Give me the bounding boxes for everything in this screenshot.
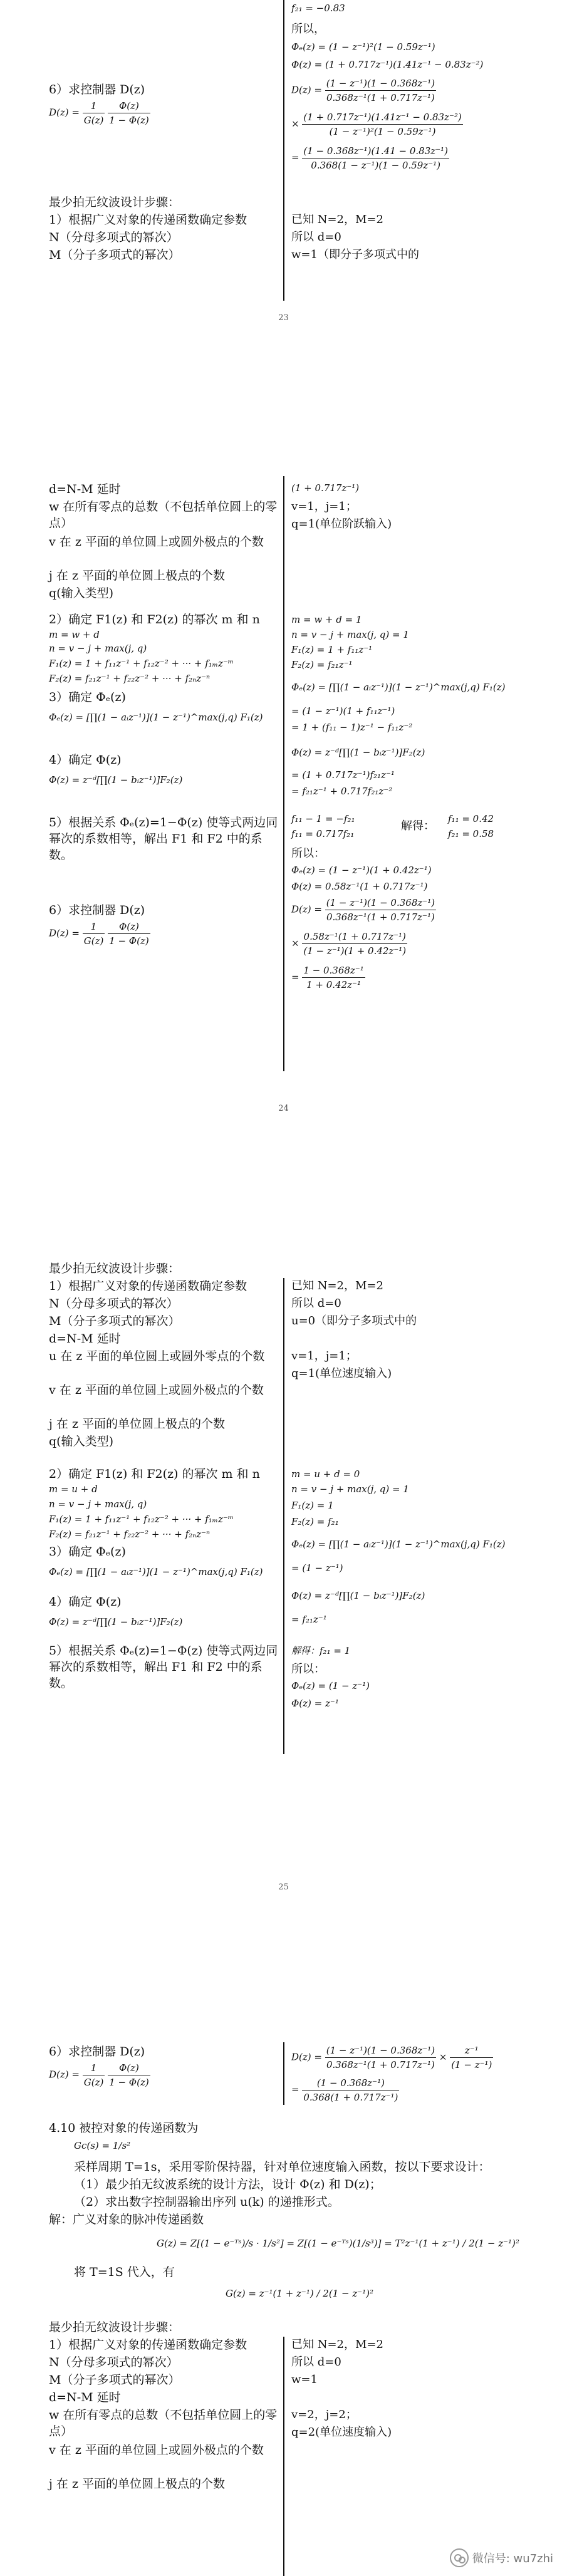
param-q-type: q(输入类型) bbox=[49, 586, 113, 600]
step5-eq-a: f₁₁ − 1 = −f₂₁ bbox=[291, 813, 355, 824]
step2-f1: F₁(z) = 1 + f₁₁z⁻¹ + f₁₂z⁻² + ··· + f₁ₘz⁻ᵐ bbox=[49, 1514, 234, 1525]
step4-title: 4）确定 Φ(z) bbox=[49, 1595, 122, 1609]
param-j: j 在 z 平面的单位圆上极点的个数 bbox=[49, 2477, 226, 2491]
step2-eq-n: n = v − j + max(j, q) bbox=[49, 643, 147, 654]
column-divider bbox=[283, 2337, 284, 2576]
step2-f2: F₂(z) = f₂₁z⁻¹ + f₂₂z⁻² + ··· + f₂ₙz⁻ⁿ bbox=[49, 673, 211, 684]
controller-eq-1: D(z) = $\frac{\text{(1 − z⁻¹)(1 − 0.368z⁻¹)}}{\text{0.368z⁻¹(1 + 0.717z⁻¹)}}$ bbox=[291, 78, 435, 103]
step4-eq: Φ(z) = z⁻ᵈ[∏(1 − bᵢz⁻¹)]F₂(z) bbox=[49, 774, 183, 786]
param-j: j 在 z 平面的单位圆上极点的个数 bbox=[49, 569, 226, 583]
param-d-result: 所以 d=0 bbox=[291, 231, 341, 244]
param-vj: v=1，j=1； bbox=[291, 1349, 357, 1363]
steps-title: 最少拍无纹波设计步骤： bbox=[49, 195, 180, 209]
param-w-result: w=1（即分子多项式中的 bbox=[291, 248, 419, 261]
param-j: j 在 z 平面的单位圆上极点的个数 bbox=[49, 1417, 226, 1431]
step6-eq-1: D(z) = $\frac{\text{(1 − z⁻¹)(1 − 0.368z⁻¹)}}{\text{0.368z⁻¹(1 + 0.717z⁻¹)}}$ × $\frac{\text{z⁻¹}}{\text{(1 − z⁻¹)}}$ bbox=[291, 2045, 492, 2070]
step5-phi: Φ(z) = z⁻¹ bbox=[291, 1698, 339, 1709]
step6-eq-3: = $\frac{\text{1 − 0.368z⁻¹}}{\text{1 + 0.42z⁻¹}}$ bbox=[291, 965, 364, 990]
column-divider bbox=[283, 476, 284, 1071]
step5-suoyi: 所以： bbox=[291, 1663, 325, 1676]
controller-eq-2: × $\frac{\text{(1 + 0.717z⁻¹)(1.41z⁻¹ − 0.83z⁻²)}}{\text{(1 − z⁻¹)²(1 − 0.59z⁻¹)}}$ bbox=[291, 112, 462, 137]
plant-pulse-transfer: G(z) = Z[(1 − e⁻ᵀˢ)/s · 1/s²] = Z[(1 − e⁻ᵀˢ)(1/s³)] = T²z⁻¹(1 + z⁻¹) / 2(1 − z⁻¹)² bbox=[157, 2238, 519, 2249]
step4-title: 4）确定 Φ(z) bbox=[49, 753, 122, 767]
step3-r3: = 1 + (f₁₁ − 1)z⁻¹ − f₁₁z⁻² bbox=[291, 722, 413, 733]
step3-title: 3）确定 Φₑ(z) bbox=[49, 690, 126, 704]
wechat-icon bbox=[450, 2548, 469, 2567]
step5-solved-label: 解得： bbox=[401, 819, 435, 833]
plant-pulse-transfer-t1: G(z) = z⁻¹(1 + z⁻¹) / 2(1 − z⁻¹)² bbox=[226, 2288, 374, 2299]
step6-title: 6）求控制器 D(z) bbox=[49, 2045, 145, 2059]
step5-eq-b: f₁₁ = 0.717f₂₁ bbox=[291, 828, 355, 839]
param-q: q=1(单位速度输入) bbox=[291, 1367, 392, 1380]
step4-r3: = f₂₁z⁻¹ + 0.717f₂₁z⁻² bbox=[291, 786, 393, 797]
steps-title: 最少拍无纹波设计步骤： bbox=[49, 1262, 180, 1275]
step2-m-result: m = w + d = 1 bbox=[291, 614, 362, 625]
step3-eq: Φₑ(z) = [∏(1 − aᵢz⁻¹)](1 − z⁻¹)^max(j,q) F₁(z) bbox=[49, 712, 263, 723]
controller-definition: D(z) = $\frac{1}{G(z)}$ $\frac{\Phi(z)}{1 - \Phi(z)}$ bbox=[49, 2062, 149, 2088]
step2-title: 2）确定 F1(z) 和 F2(z) 的幂次 m 和 n bbox=[49, 613, 260, 626]
step5-phi: Φ(z) = 0.58z⁻¹(1 + 0.717z⁻¹) bbox=[291, 881, 428, 892]
step4-r2: = f₂₁z⁻¹ bbox=[291, 1614, 327, 1625]
param-w: w 在所有零点的总数（不包括单位圆上的零点） bbox=[49, 2408, 278, 2438]
problem-desc-3: （2）求出数字控制器输出序列 u(k) 的递推形式。 bbox=[74, 2195, 340, 2209]
param-vj: v=1，j=1； bbox=[291, 500, 357, 513]
param-v: v 在 z 平面的单位圆上或圆外极点的个数 bbox=[49, 1383, 264, 1397]
eq-phi: Φ(z) = (1 + 0.717z⁻¹)(1.41z⁻¹ − 0.83z⁻²) bbox=[291, 59, 484, 70]
eq-zero-factor: (1 + 0.717z⁻¹) bbox=[291, 482, 360, 494]
eq-phi-e: Φₑ(z) = (1 − z⁻¹)²(1 − 0.59z⁻¹) bbox=[291, 41, 435, 53]
param-d: d=N-M 延时 bbox=[49, 2391, 121, 2404]
param-m: M（分子多项式的幂次） bbox=[49, 1314, 180, 1328]
step5-f11: f₁₁ = 0.42 bbox=[448, 813, 494, 824]
step1-left: 1）根据广义对象的传递函数确定参数 bbox=[49, 1279, 247, 1293]
step2-title: 2）确定 F1(z) 和 F2(z) 的幂次 m 和 n bbox=[49, 1467, 260, 1481]
param-m: M（分子多项式的幂次） bbox=[49, 2373, 180, 2387]
step2-eq-n: n = v − j + max(j, q) bbox=[49, 1498, 147, 1510]
step4-eq: Φ(z) = z⁻ᵈ[∏(1 − bᵢz⁻¹)]F₂(z) bbox=[49, 1616, 183, 1628]
step5-suoyi: 所以： bbox=[291, 847, 325, 860]
param-q: q=2(单位速度输入) bbox=[291, 2426, 392, 2439]
param-w: w 在所有零点的总数（不包括单位圆上的零点） bbox=[49, 500, 278, 530]
param-u: u 在 z 平面的单位圆上或圆外零点的个数 bbox=[49, 1349, 265, 1363]
param-n: N（分母多项式的幂次） bbox=[49, 231, 179, 244]
page-number: 23 bbox=[278, 313, 289, 323]
step1-left: 1）根据广义对象的传递函数确定参数 bbox=[49, 213, 247, 227]
step6-eq-1: D(z) = $\frac{\text{(1 − z⁻¹)(1 − 0.368z⁻¹)}}{\text{0.368z⁻¹(1 + 0.717z⁻¹)}}$ bbox=[291, 897, 435, 923]
problem-desc-1: 采样周期 T=1s，采用零阶保持器，针对单位速度输入函数，按以下要求设计： bbox=[74, 2160, 491, 2174]
step2-f2: F₂(z) = f₂₁z⁻¹ + f₂₂z⁻² + ··· + f₂ₙz⁻ⁿ bbox=[49, 1529, 211, 1540]
step3-r2: = (1 − z⁻¹) bbox=[291, 1562, 343, 1574]
step6-eq-2: = $\frac{\text{(1 − 0.368z⁻¹)}}{\text{0.368(1 + 0.717z⁻¹)}}$ bbox=[291, 2077, 398, 2103]
param-vj: v=2，j=2； bbox=[291, 2408, 357, 2421]
step4-r2: = (1 + 0.717z⁻¹)f₂₁z⁻¹ bbox=[291, 769, 395, 781]
step4-r1: Φ(z) = z⁻ᵈ[∏(1 − bᵢz⁻¹)]F₂(z) bbox=[291, 747, 425, 758]
substitute-t: 将 T=1S 代入，有 bbox=[74, 2265, 175, 2279]
step2-f2-result: F₂(z) = f₂₁ bbox=[291, 1516, 339, 1527]
page-number: 25 bbox=[278, 1883, 289, 1892]
param-v: v 在 z 平面的单位圆上或圆外极点的个数 bbox=[49, 2443, 264, 2457]
step1-right: 已知 N=2，M=2 bbox=[291, 213, 383, 226]
step5-phi-e: Φₑ(z) = (1 − z⁻¹)(1 + 0.42z⁻¹) bbox=[291, 865, 432, 876]
param-v: v 在 z 平面的单位圆上或圆外极点的个数 bbox=[49, 535, 264, 549]
step1-left: 1）根据广义对象的传递函数确定参数 bbox=[49, 2338, 247, 2352]
param-w-result: w=1 bbox=[291, 2373, 318, 2386]
step2-eq-m: m = w + d bbox=[49, 629, 100, 640]
wechat-watermark bbox=[450, 2548, 553, 2567]
step1-right: 已知 N=2，M=2 bbox=[291, 1279, 383, 1292]
step5-solved: 解得：f₂₁ = 1 bbox=[291, 1645, 351, 1656]
step5-f21: f₂₁ = 0.58 bbox=[448, 828, 494, 839]
param-q: q=1(单位阶跃输入) bbox=[291, 517, 392, 531]
step3-title: 3）确定 Φₑ(z) bbox=[49, 1545, 126, 1559]
page-number: 24 bbox=[278, 1104, 289, 1113]
param-n: N（分母多项式的幂次） bbox=[49, 2355, 179, 2369]
param-n: N（分母多项式的幂次） bbox=[49, 1297, 179, 1311]
step6-title: 6）求控制器 D(z) bbox=[49, 83, 145, 96]
column-divider bbox=[283, 0, 284, 301]
step4-r1: Φ(z) = z⁻ᵈ[∏(1 − bᵢz⁻¹)]F₂(z) bbox=[291, 1590, 425, 1601]
param-m: M（分子多项式的幂次） bbox=[49, 248, 180, 262]
step2-f1: F₁(z) = 1 + f₁₁z⁻¹ + f₁₂z⁻² + ··· + f₁ₘz⁻ᵐ bbox=[49, 658, 234, 669]
step3-r1: Φₑ(z) = [∏(1 − aᵢz⁻¹)](1 − z⁻¹)^max(j,q) F₁(z) bbox=[291, 1539, 506, 1550]
step2-f1-result: F₁(z) = 1 bbox=[291, 1500, 334, 1511]
step2-n-result: n = v − j + max(j, q) = 1 bbox=[291, 1483, 409, 1495]
controller-definition: D(z) = $\frac{1}{G(z)}$ $\frac{\Phi(z)}{1 - \Phi(z)}$ bbox=[49, 921, 149, 947]
step2-f1-result: F₁(z) = 1 + f₁₁z⁻¹ bbox=[291, 644, 373, 655]
step5-phi-e: Φₑ(z) = (1 − z⁻¹) bbox=[291, 1680, 370, 1691]
plant-transfer-function: Gc(s) = 1/s² bbox=[74, 2140, 131, 2151]
param-d-result: 所以 d=0 bbox=[291, 2355, 341, 2369]
problem-desc-2: （1）最少拍无纹波系统的设计方法，设计 Φ(z) 和 D(z)； bbox=[74, 2178, 382, 2191]
param-d: d=N-M 延时 bbox=[49, 1332, 121, 1346]
param-q-type: q(输入类型) bbox=[49, 1435, 113, 1448]
step2-f2-result: F₂(z) = f₂₁z⁻¹ bbox=[291, 659, 353, 670]
solution-intro: 解：广义对象的脉冲传递函数 bbox=[49, 2213, 204, 2226]
step1-right: 已知 N=2，M=2 bbox=[291, 2338, 383, 2351]
step2-eq-m: m = u + d bbox=[49, 1483, 98, 1495]
param-d-result: 所以 d=0 bbox=[291, 1297, 341, 1310]
step6-eq-2: × $\frac{\text{0.58z⁻¹(1 + 0.717z⁻¹)}}{\text{(1 − z⁻¹)(1 + 0.42z⁻¹)}}$ bbox=[291, 931, 407, 957]
step5-text: 5）根据关系 Φₑ(z)=1−Φ(z) 使等式两边同幂次的系数相等，解出 F1 和 F2 中的系数。 bbox=[49, 1644, 278, 1690]
controller-eq-3: = $\frac{\text{(1 − 0.368z⁻¹)(1.41 − 0.83z⁻¹)}}{\text{0.368(1 − z⁻¹)(1 − 0.59z⁻¹)}}$ bbox=[291, 145, 448, 171]
step5-text: 5）根据关系 Φₑ(z)=1−Φ(z) 使等式两边同幂次的系数相等，解出 F1 和 F2 中的系数。 bbox=[49, 816, 278, 862]
problem-410-title: 4.10 被控对象的传递函数为 bbox=[49, 2121, 199, 2135]
step6-title: 6）求控制器 D(z) bbox=[49, 903, 145, 917]
param-d: d=N-M 延时 bbox=[49, 482, 121, 496]
steps-title: 最少拍无纹波设计步骤： bbox=[49, 2320, 180, 2334]
eq-f21: f₂₁ = −0.83 bbox=[291, 3, 345, 14]
step3-r1: Φₑ(z) = [∏(1 − aᵢz⁻¹)](1 − z⁻¹)^max(j,q) F₁(z) bbox=[291, 682, 506, 693]
column-divider bbox=[283, 2042, 284, 2105]
step3-eq: Φₑ(z) = [∏(1 − aᵢz⁻¹)](1 − z⁻¹)^max(j,q) F₁(z) bbox=[49, 1566, 263, 1577]
step2-m-result: m = u + d = 0 bbox=[291, 1468, 360, 1480]
step2-n-result: n = v − j + max(j, q) = 1 bbox=[291, 629, 409, 640]
column-divider bbox=[283, 1278, 284, 1754]
watermark-text: 微信号: wu7zhi bbox=[472, 2552, 553, 2565]
step3-r2: = (1 − z⁻¹)(1 + f₁₁z⁻¹) bbox=[291, 705, 395, 717]
label-suoyi: 所以， bbox=[291, 23, 325, 36]
controller-definition: D(z) = $\frac{1}{G(z)}$ $\frac{\Phi(z)}{1 - \Phi(z)}$ bbox=[49, 100, 149, 126]
param-u-result: u=0（即分子多项式中的 bbox=[291, 1314, 417, 1327]
